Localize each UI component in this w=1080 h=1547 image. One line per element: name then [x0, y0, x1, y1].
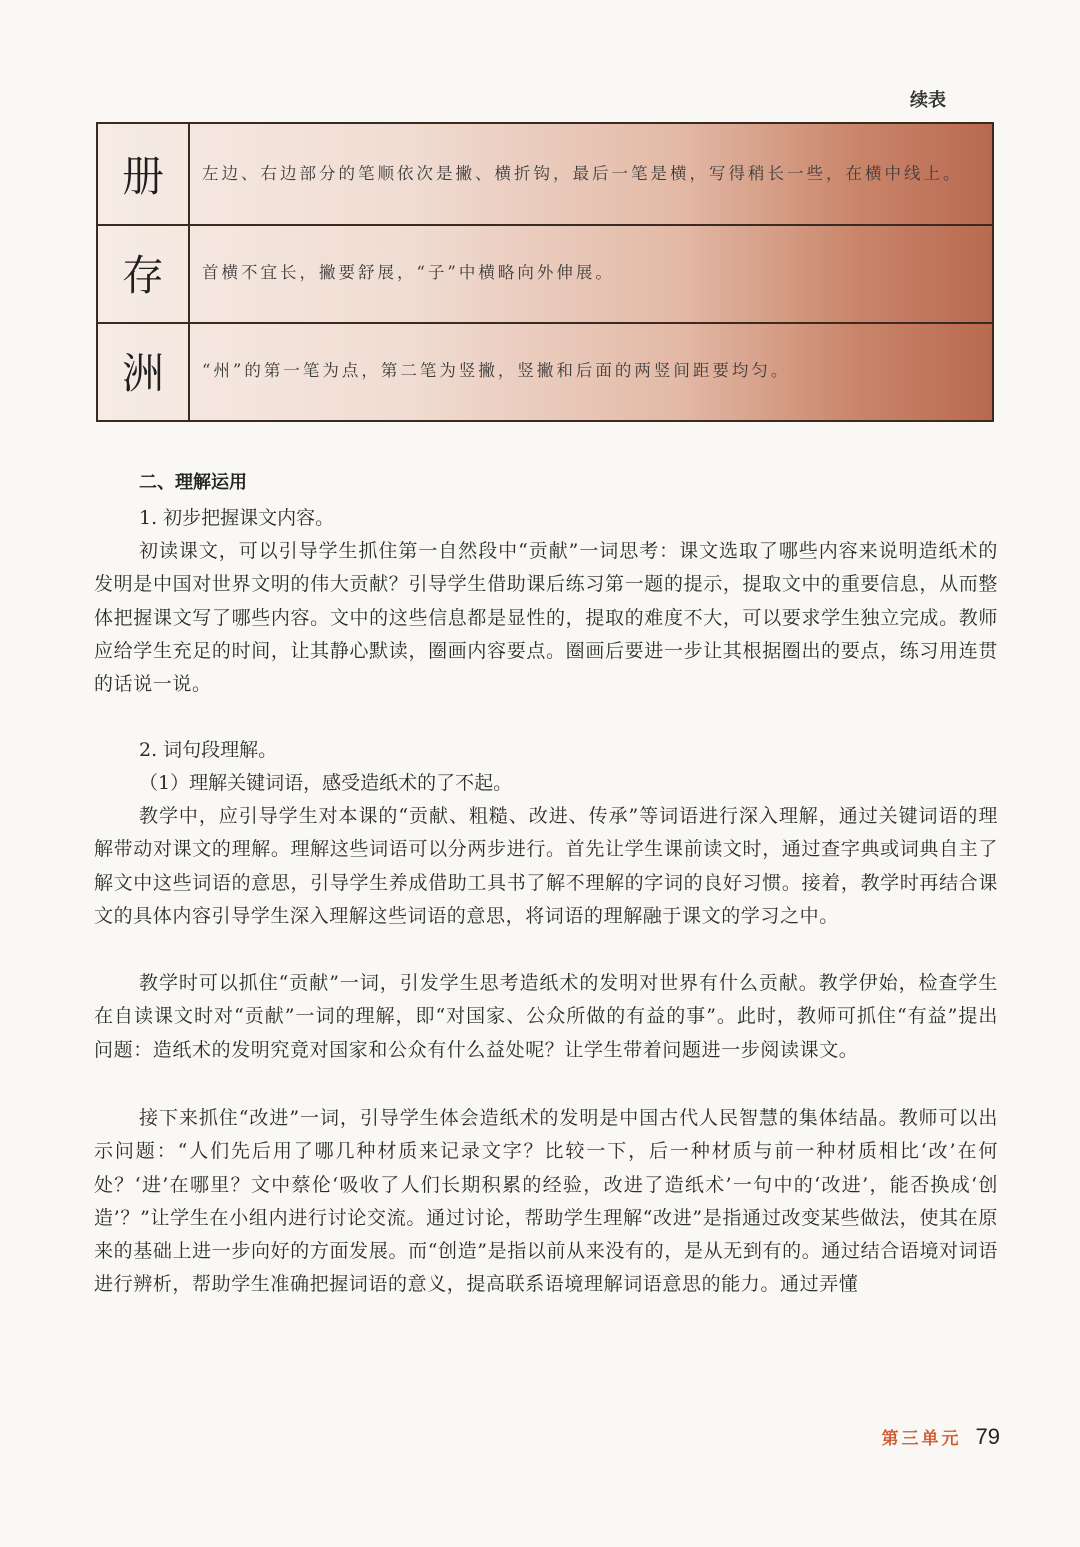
paragraph-text: 教学时可以抓住“贡献”一词，引发学生思考造纸术的发明对世界有什么贡献。教学伊始，检查学生在自读课文时对“贡献”一词的理解，即“对国家、公众所做的有益的事”。此时，教师可抓住“有益”提出问题：造纸术的发明究竟对国家和公众有什么益处呢？让学生带着问题进一步阅读课文。: [94, 972, 998, 1061]
table-row: [98, 322, 992, 420]
table-note: 首横不宜长，撇要舒展，“子”中横略向外伸展。: [202, 263, 615, 282]
table-note: “州”的第一笔为点，第二笔为竖撇，竖撇和后面的两竖间距要均匀。: [202, 361, 791, 380]
table-character: 册: [98, 124, 190, 224]
item1-title: 1. 初步把握课文内容。: [139, 507, 335, 529]
continue-table-label: 续表: [910, 90, 946, 111]
paragraph-text: 初读课文，可以引导学生抓住第一自然段中“贡献”一词思考：课文选取了哪些内容来说明造纸术的发明是中国对世界文明的伟大贡献？引导学生借助课后练习第一题的提示，提取文中的重要信息，从而整体把握课文写了哪些内容。文中的这些信息都是显性的，提取的难度不大，可以要求学生独立完成。教师应给学生充足的时间，让其静心默读，圈画内容要点。圈画后要进一步让其根据圈出的要点，练习用连贯的话说一说。: [94, 540, 998, 696]
character-writing-table: [96, 122, 994, 422]
footer-unit-label: 第三单元: [881, 1429, 962, 1449]
table-character: 存: [98, 224, 190, 322]
paragraph-text: 教学中，应引导学生对本课的“贡献、粗糙、改进、传承”等词语进行深入理解，通过关键词语的理解带动对课文的理解。理解这些词语可以分两步进行。首先让学生课前读文时，通过查字典或词典自主了解文中这些词语的意思，引导学生养成借助工具书了解不理解的字词的良好习惯。接着，教学时再结合课文的具体内容引导学生深入理解这些词语的意思，将词语的理解融于课文的学习之中。: [94, 805, 998, 927]
table-character: 洲: [98, 322, 190, 420]
table-note: 左边、右边部分的笔顺依次是撇、横折钩，最后一笔是横，写得稍长一些，在横中线上。: [202, 164, 963, 183]
page-footer: [882, 1424, 1000, 1450]
page-number: 79: [975, 1424, 1000, 1449]
item2-title: 2. 词句段理解。: [139, 739, 278, 761]
paragraph-text: 接下来抓住“改进”一词，引导学生体会造纸术的发明是中国古代人民智慧的集体结晶。教师可以出示问题：“人们先后用了哪几种材质来记录文字？比较一下，后一种材质与前一种材质相比‘改’在何处？‘进’在哪里？文中蔡伦‘吸收了人们长期积累的经验，改进了造纸术’一句中的‘改进’，能否换成‘创造’？”让学生在小组内进行讨论交流。通过讨论，帮助学生理解“改进”是指通过改变某些做法，使其在原来的基础上进一步向好的方面发展。而“创造”是指以前从来没有的，是从无到有的。通过结合语境对词语进行辨析，帮助学生准确把握词语的意义，提高联系语境理解词语意思的能力。通过弄懂: [94, 1107, 998, 1296]
item1-paragraph: [94, 535, 998, 701]
table-row: [98, 124, 992, 226]
section-heading: 二、理解运用: [139, 472, 247, 493]
item2-subtitle: （1）理解关键词语，感受造纸术的了不起。: [139, 772, 513, 794]
paragraph-c: [94, 1102, 998, 1302]
paragraph-b: [94, 967, 998, 1067]
paragraph-a: [94, 800, 998, 933]
table-row: [98, 224, 992, 324]
